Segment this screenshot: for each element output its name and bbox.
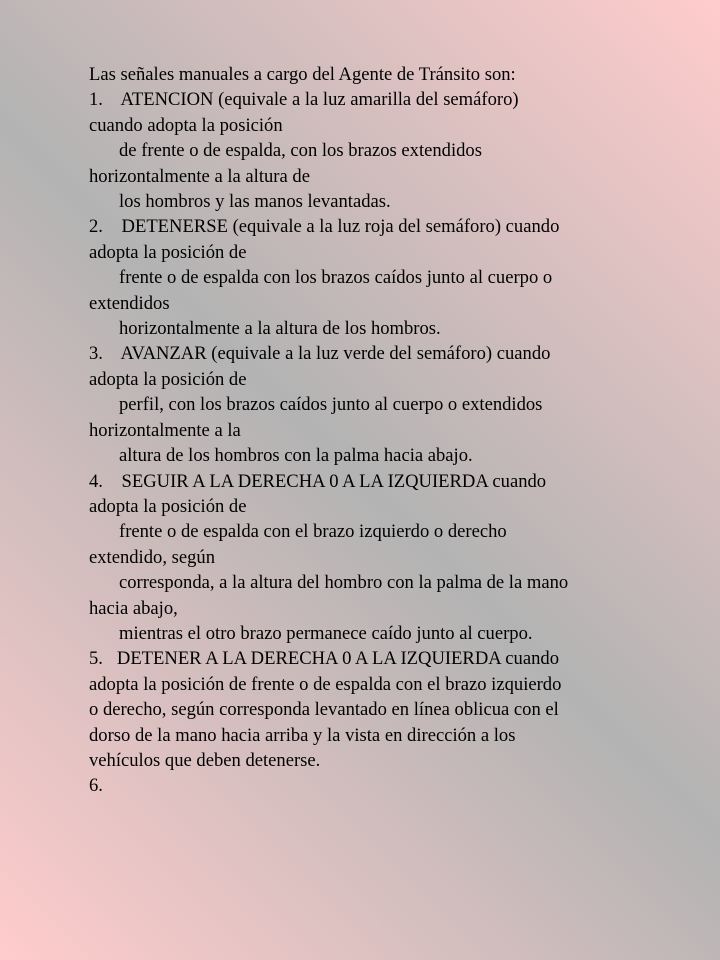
- item-4-line-7: mientras el otro brazo permanece caído junto al cuerpo.: [119, 622, 533, 644]
- item-4-line-5: corresponda, a la altura del hombro con la palma de la mano: [119, 572, 569, 594]
- item-3-line-1: 3. AVANZAR (equivale a la luz verde del semáforo) cuando: [89, 343, 551, 365]
- item-1-line-3: de frente o de espalda, con los brazos extendidos: [119, 140, 482, 162]
- item-2-line-5: horizontalmente a la altura de los hombros.: [119, 318, 441, 340]
- document-body: [89, 62, 699, 799]
- item-5-line-2: adopta la posición de frente o de espalda con el brazo izquierdo: [89, 673, 562, 695]
- item-4-line-6: hacia abajo,: [89, 597, 178, 619]
- item-2-line-3: frente o de espalda con los brazos caídos junto al cuerpo o: [119, 267, 553, 289]
- item-5-line-5: vehículos que deben detenerse.: [89, 749, 321, 771]
- item-2-line-4: extendidos: [89, 292, 170, 314]
- item-4-line-1: 4. SEGUIR A LA DERECHA 0 A LA IZQUIERDA cuando: [89, 470, 547, 492]
- item-3-line-2: adopta la posición de: [89, 368, 247, 390]
- item-2-line-1: 2. DETENERSE (equivale a la luz roja del semáforo) cuando: [89, 216, 560, 238]
- item-6-line-1: 6.: [89, 775, 103, 797]
- item-1-line-2: cuando adopta la posición: [89, 114, 283, 136]
- item-1-line-5: los hombros y las manos levantadas.: [119, 191, 391, 213]
- item-4-line-3: frente o de espalda con el brazo izquierdo o derecho: [119, 521, 507, 543]
- item-5-line-1: 5. DETENER A LA DERECHA 0 A LA IZQUIERDA cuando: [89, 648, 559, 670]
- item-1-line-1: 1. ATENCION (equivale a la luz amarilla del semáforo): [89, 89, 519, 111]
- item-1-line-4: horizontalmente a la altura de: [89, 165, 310, 187]
- intro-line: Las señales manuales a cargo del Agente de Tránsito son:: [89, 64, 516, 85]
- item-5-line-4: dorso de la mano hacia arriba y la vista en dirección a los: [89, 724, 516, 746]
- item-2-line-2: adopta la posición de: [89, 241, 247, 263]
- item-4-line-4: extendido, según: [89, 546, 215, 568]
- item-4-line-2: adopta la posición de: [89, 495, 247, 517]
- item-5-line-3: o derecho, según corresponda levantado en línea oblicua con el: [89, 699, 559, 721]
- item-3-line-4: horizontalmente a la: [89, 419, 241, 441]
- item-3-line-3: perfil, con los brazos caídos junto al cuerpo o extendidos: [119, 394, 543, 416]
- item-3-line-5: altura de los hombros con la palma hacia abajo.: [119, 445, 473, 467]
